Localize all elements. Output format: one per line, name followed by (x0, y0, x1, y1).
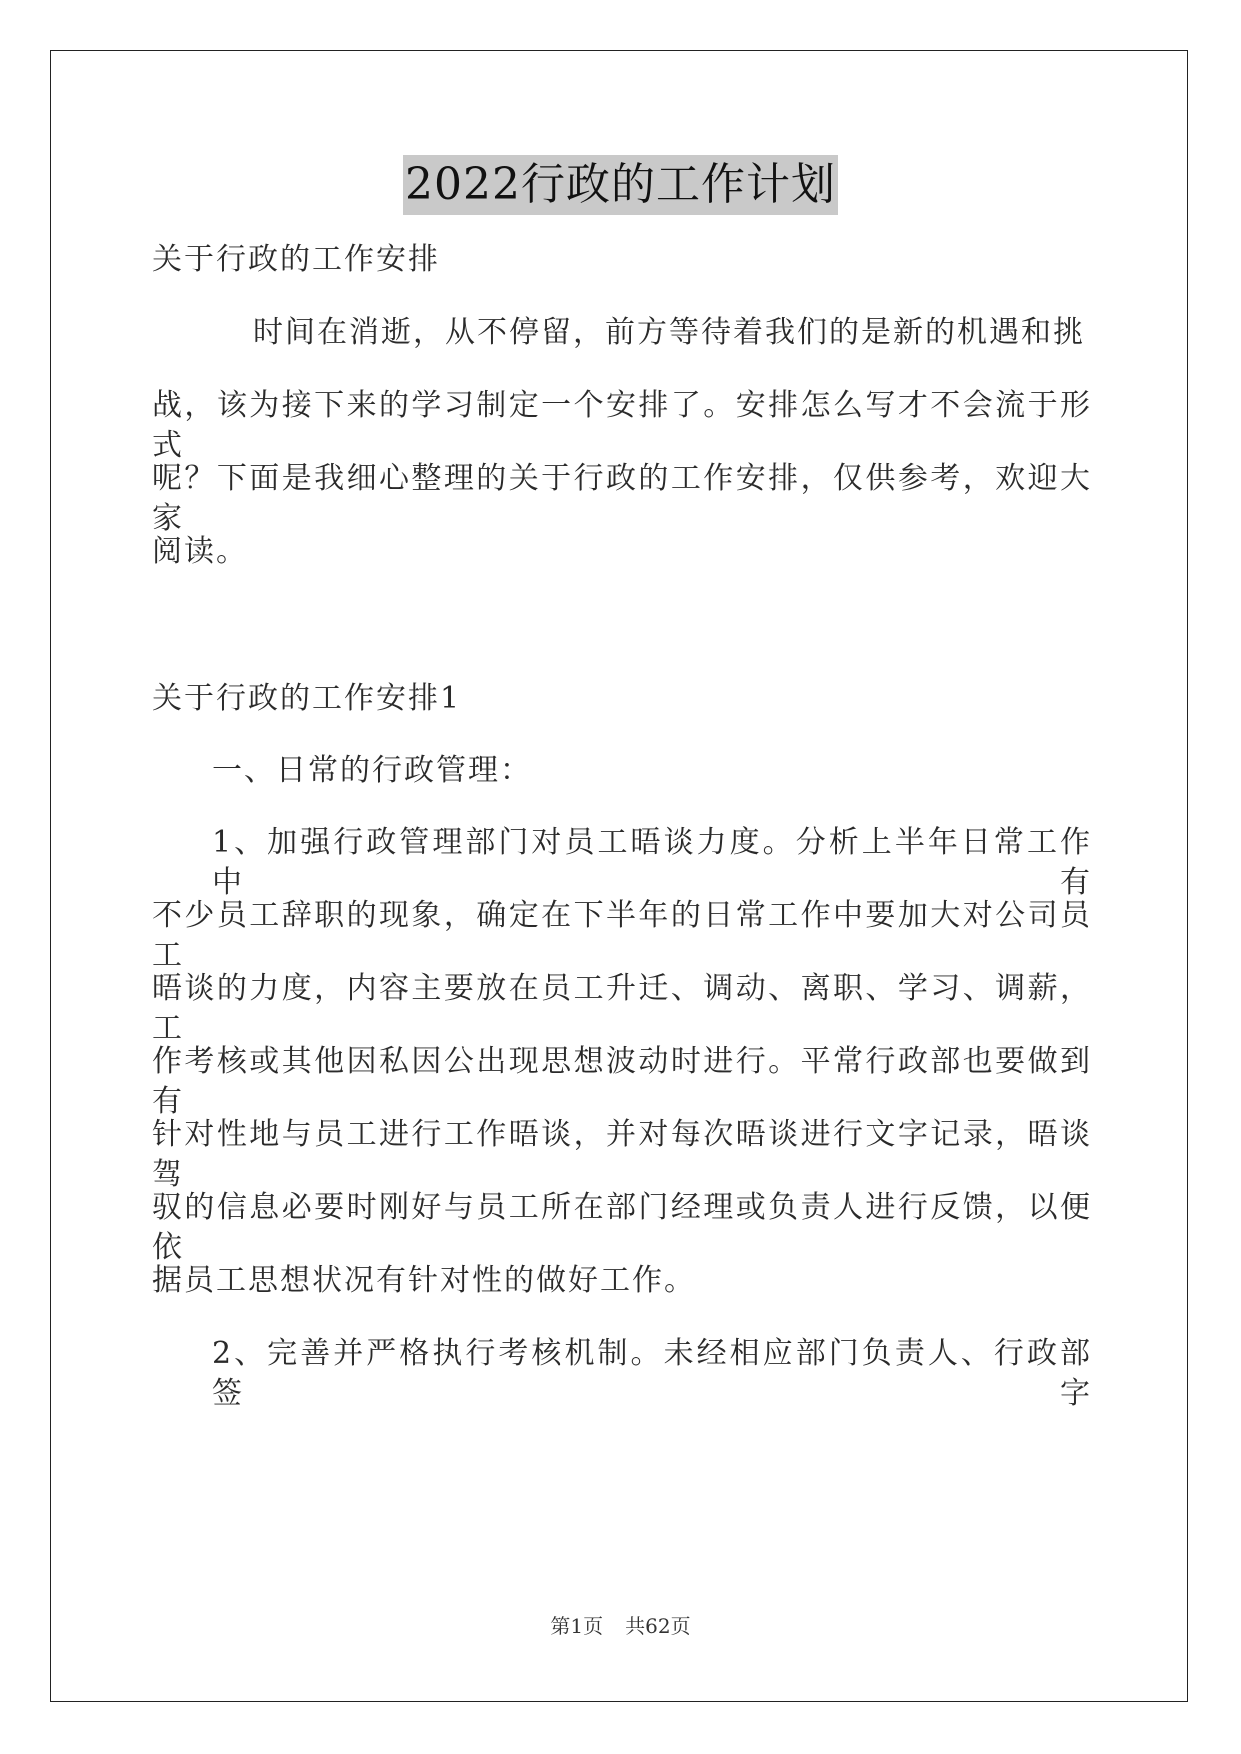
intro-line: 阅读。 (152, 534, 248, 569)
intro-line: 战，该为接下来的学习制定一个安排了。安排怎么写才不会流于形式 (152, 388, 1092, 463)
intro-line: 时间在消逝，从不停留，前方等待着我们的是新的机遇和挑 (253, 315, 1085, 350)
title-container (0, 155, 1241, 215)
page-footer (0, 1613, 1241, 1639)
item1-line: 晤谈的力度，内容主要放在员工升迁、调动、离职、学习、调薪，工 (152, 971, 1092, 1046)
section-heading: 关于行政的工作安排1 (152, 681, 462, 716)
item1-line: 作考核或其他因私因公出现思想波动时进行。平常行政部也要做到有 (152, 1044, 1092, 1119)
subtitle: 关于行政的工作安排 (152, 242, 440, 277)
item1-line: 据员工思想状况有针对性的做好工作。 (152, 1263, 696, 1298)
item1-line: 1、加强行政管理部门对员工晤谈力度。分析上半年日常工作中有 (212, 825, 1092, 900)
item1-line: 不少员工辞职的现象，确定在下半年的日常工作中要加大对公司员工 (152, 898, 1092, 973)
page-number: 第1页 (550, 1614, 604, 1638)
item1-line: 针对性地与员工进行工作晤谈，并对每次晤谈进行文字记录，晤谈驾 (152, 1117, 1092, 1192)
page-total: 共62页 (625, 1614, 691, 1638)
item1-line: 驭的信息必要时刚好与员工所在部门经理或负责人进行反馈，以便依 (152, 1190, 1092, 1265)
document-title: 2022行政的工作计划 (403, 155, 838, 215)
subsection-heading: 一、日常的行政管理： (212, 753, 532, 788)
item2-line: 2、完善并严格执行考核机制。未经相应部门负责人、行政部签字 (212, 1336, 1092, 1411)
intro-line: 呢？下面是我细心整理的关于行政的工作安排，仅供参考，欢迎大家 (152, 461, 1092, 536)
